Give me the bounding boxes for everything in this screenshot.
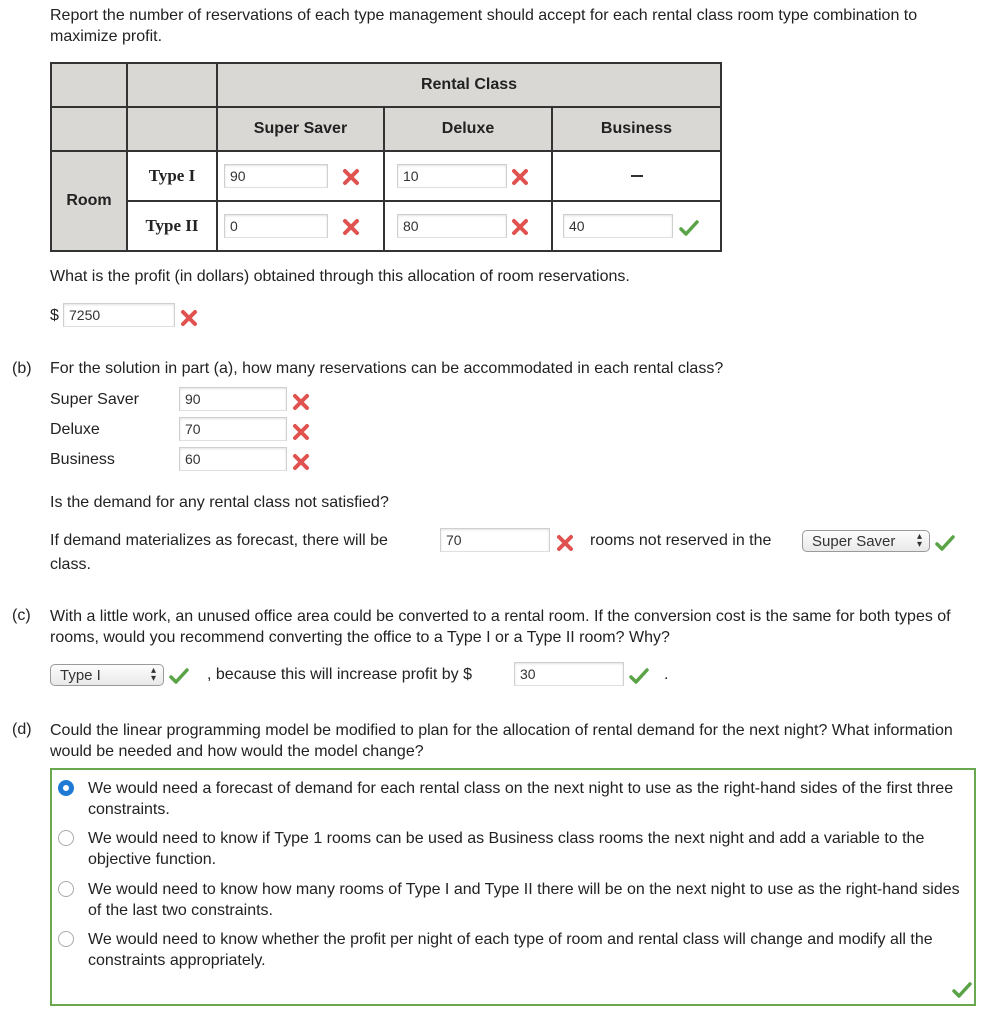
x-mark-icon — [511, 168, 529, 186]
sentence-mid: rooms not reserved in the — [590, 532, 772, 549]
profit-input[interactable] — [63, 303, 175, 327]
corner-cell — [51, 63, 127, 107]
group-header: Rental Class — [217, 63, 721, 107]
demand-question: Is the demand for any rental class not satisfied? — [50, 494, 389, 511]
rental-class-select[interactable] — [802, 530, 930, 552]
part-c-period: . — [664, 666, 669, 683]
part-c-sentence: , because this will increase profit by $ — [207, 666, 473, 683]
option-text: We would need to know whether the profit per night of each type of room and rental class will change and modify all the constraints appropriately. — [88, 931, 933, 969]
option-profit-change[interactable] — [58, 929, 970, 971]
part-d-marker: (d) — [12, 721, 32, 738]
room-type-select-value: Type I — [60, 666, 101, 684]
cell-type-ii-deluxe — [384, 201, 552, 251]
input-type-i-super-saver[interactable] — [224, 164, 328, 188]
class-header-deluxe: Deluxe — [384, 107, 552, 151]
option-text: We would need to know how many rooms of Type I and Type II there will be on the next night to use as the right-hand sides of the last two constraints. — [88, 881, 960, 919]
x-mark-icon — [292, 393, 310, 411]
part-b-question: For the solution in part (a), how many reservations can be accommodated in each rental class? — [50, 360, 724, 377]
checkmark-icon — [629, 668, 649, 684]
label-deluxe: Deluxe — [50, 421, 100, 438]
input-type-ii-deluxe[interactable] — [397, 214, 507, 238]
class-header-business: Business — [552, 107, 721, 151]
x-mark-icon — [511, 218, 529, 236]
reservation-table — [50, 62, 722, 252]
row-group-header: Room — [51, 151, 127, 251]
x-mark-icon — [292, 423, 310, 441]
option-room-counts[interactable] — [58, 879, 970, 921]
input-type-ii-business[interactable] — [563, 214, 673, 238]
intro-text: Report the number of reservations of each type management should accept for each rental class room type combination to maximize profit. — [50, 7, 918, 45]
x-mark-icon — [180, 309, 198, 327]
class-header-super-saver: Super Saver — [217, 107, 384, 151]
row-header-type-ii: Type II — [127, 201, 217, 251]
part-b-marker: (b) — [12, 360, 32, 377]
sentence-end: class. — [50, 556, 91, 573]
checkmark-icon — [679, 220, 699, 236]
input-capacity-deluxe[interactable] — [179, 417, 287, 441]
label-business: Business — [50, 451, 115, 468]
corner-cell — [127, 107, 217, 151]
corner-cell — [127, 63, 217, 107]
x-mark-icon — [292, 453, 310, 471]
sentence-pre: If demand materializes as forecast, there will be — [50, 532, 388, 549]
checkmark-icon — [169, 668, 189, 684]
profit-question: What is the profit (in dollars) obtained through this allocation of room reservations. — [50, 268, 630, 285]
input-type-ii-super-saver[interactable] — [224, 214, 328, 238]
option-type1-business[interactable] — [58, 828, 970, 870]
cell-type-i-super-saver — [217, 151, 384, 201]
not-applicable-dash — [631, 175, 643, 177]
select-arrows-icon: ▴ ▾ — [150, 665, 156, 684]
x-mark-icon — [342, 218, 360, 236]
checkmark-icon — [935, 535, 955, 551]
cell-type-i-business — [552, 151, 721, 201]
profit-currency: $ — [50, 307, 59, 324]
rental-class-select-value: Super Saver — [812, 532, 896, 550]
checkmark-icon — [952, 982, 972, 998]
x-mark-icon — [342, 168, 360, 186]
input-capacity-business[interactable] — [179, 447, 287, 471]
radio-selected[interactable] — [58, 780, 74, 796]
option-text: We would need a forecast of demand for each rental class on the next night to use as the right-hand sides of the first three constraints. — [88, 780, 954, 818]
input-capacity-super-saver[interactable] — [179, 387, 287, 411]
radio-unselected[interactable] — [58, 931, 74, 947]
answer-options-box — [50, 768, 976, 1006]
option-text: We would need to know if Type 1 rooms can be used as Business class rooms the next night and add a variable to the objective function. — [88, 830, 925, 868]
option-forecast-demand[interactable] — [58, 778, 970, 820]
select-arrows-icon: ▴ ▾ — [916, 531, 922, 550]
row-header-type-i: Type I — [127, 151, 217, 201]
part-c-marker: (c) — [12, 607, 31, 624]
radio-unselected[interactable] — [58, 881, 74, 897]
input-profit-increase[interactable] — [514, 662, 624, 686]
part-c-question: With a little work, an unused office area could be converted to a rental room. If the conversion cost is the same for both types of rooms, would you recommend converting the office to a Type I or a Type II room? Why? — [50, 608, 951, 646]
part-d-question: Could the linear programming model be modified to plan for the allocation of rental demand for the next night? What information would be needed and how would the model change? — [50, 722, 953, 760]
room-type-select[interactable] — [50, 664, 164, 686]
corner-cell — [51, 107, 127, 151]
label-super-saver: Super Saver — [50, 391, 139, 408]
cell-type-ii-super-saver — [217, 201, 384, 251]
cell-type-ii-business — [552, 201, 721, 251]
input-type-i-deluxe[interactable] — [397, 164, 507, 188]
radio-unselected[interactable] — [58, 830, 74, 846]
cell-type-i-deluxe — [384, 151, 552, 201]
x-mark-icon — [556, 534, 574, 552]
input-unreserved-rooms[interactable] — [440, 528, 550, 552]
